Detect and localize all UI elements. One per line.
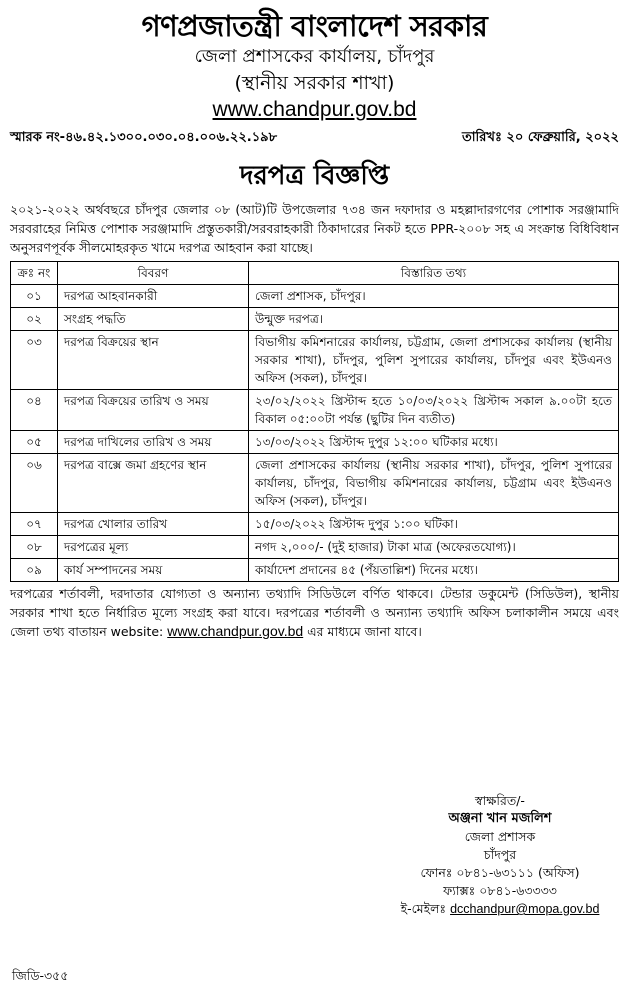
table-row: [11, 536, 619, 559]
memo-date: তারিখঃ ২০ ফেব্রুয়ারি, ২০২২: [462, 130, 619, 145]
signatory-designation: জেলা প্রশাসক: [464, 829, 536, 844]
row-serial: ০৪: [11, 390, 58, 431]
row-serial: ০৮: [11, 536, 58, 559]
email-line: [390, 900, 610, 918]
row-description: সংগ্রহ পদ্ধতি: [58, 308, 249, 331]
row-details: কার্যাদেশ প্রদানের ৪৫ (পঁয়তাল্লিশ) দিনের মধ্যে।: [249, 559, 619, 582]
memo-row: [10, 128, 619, 148]
row-description: দরপত্র আহবানকারী: [58, 285, 249, 308]
fax-number: ফ্যাক্সঃ ০৮৪১-৬৩৩৩৩: [443, 883, 557, 898]
row-details: উন্মুক্ত দরপত্র।: [249, 308, 619, 331]
row-description: দরপত্র খোলার তারিখ: [58, 513, 249, 536]
phone-number: ফোনঃ ০৮৪১-৬৩১১১ (অফিস): [420, 865, 580, 880]
signatory-location: চাঁদপুর: [483, 847, 517, 862]
signed-mark: স্বাক্ষরিত/-: [475, 793, 525, 808]
table-row: [11, 285, 619, 308]
row-details: জেলা প্রশাসকের কার্যালয় (স্থানীয় সরকার শাখা), চাঁদপুর, পুলিশ সুপারের কার্যালয়, চাঁদপুর, বিভাগীয় কমিশনারের কার্যালয়, চট্টগ্রাম এবং ইউএনও অফিস (সকল), চাঁদপুর।: [249, 454, 619, 513]
outro-text-end: এর মাধ্যমে জানা যাবে।: [303, 624, 422, 639]
outro-paragraph: [10, 584, 619, 641]
outro-website-link[interactable]: www.chandpur.gov.bd: [167, 623, 304, 639]
government-title: গণপ্রজাতন্ত্রী বাংলাদেশ সরকার: [141, 9, 488, 43]
table-row: [11, 308, 619, 331]
row-details: ১৩/০৩/২০২২ খ্রিস্টাব্দ দুপুর ১২:০০ ঘটিকার মধ্যে।: [249, 431, 619, 454]
row-serial: ০৭: [11, 513, 58, 536]
header-details: বিস্তারিত তথ্য: [249, 262, 619, 285]
notice-title: দরপত্র বিজ্ঞপ্তি: [239, 161, 390, 191]
row-details: ২৩/০২/২০২২ খ্রিস্টাব্দ হতে ১০/০৩/২০২২ খ্রিস্টাব্দ সকাল ৯.০০টা হতে বিকাল ০৫:০০টা পর্যন্ত (ছুটির দিন ব্যতীত): [249, 390, 619, 431]
email-label: ই-মেইলঃ: [400, 901, 451, 916]
intro-paragraph: ২০২১-২০২২ অর্থবছরে চাঁদপুর জেলার ০৮ (আট)টি উপজেলার ৭৩৪ জন দফাদার ও মহল্লাদারগণের পোশাক সরঞ্জামাদি সরবরাহের নিমিত্ত পোশাক সরঞ্জামাদি প্রস্তুতকারী/সরবরাহকারী ঠিকাদারের নিকট হতে PPR-২০০৮ সহ এ সংক্রান্ত বিধিবিধান অনুসরণপূর্বক সীলমোহরকৃত খামে দরপত্র আহবান করা যাচ্ছে।: [10, 202, 619, 255]
row-serial: ০২: [11, 308, 58, 331]
row-description: দরপত্র বাক্সে জমা গ্রহণের স্থান: [58, 454, 249, 513]
table-row: [11, 513, 619, 536]
row-description: দরপত্র বিক্রয়ের স্থান: [58, 331, 249, 390]
row-description: দরপত্র দাখিলের তারিখ ও সময়: [58, 431, 249, 454]
office-name: জেলা প্রশাসকের কার্যালয়, চাঁদপুর: [194, 46, 435, 67]
ad-code: জিডি-৩৫৫: [12, 968, 69, 983]
table-header-row: [11, 262, 619, 285]
row-description: দরপত্র বিক্রয়ের তারিখ ও সময়: [58, 390, 249, 431]
table-row: [11, 390, 619, 431]
row-description: কার্য সম্পাদনের সময়: [58, 559, 249, 582]
header-serial: ক্রঃ নং: [11, 262, 58, 285]
row-details: বিভাগীয় কমিশনারের কার্যালয়, চট্টগ্রাম, জেলা প্রশাসকের কার্যালয় (স্থানীয় সরকার শাখা), চাঁদপুর, পুলিশ সুপারের কার্যালয়, চাঁদপুর এবং ইউএনও অফিস (সকল), চাঁদপুর।: [249, 331, 619, 390]
signatory-name: অঞ্জনা খান মজলিশ: [448, 811, 552, 826]
website-link[interactable]: www.chandpur.gov.bd: [212, 98, 417, 121]
row-serial: ০৬: [11, 454, 58, 513]
memo-number: স্মারক নং-৪৬.৪২.১৩০০.০৩০.০৪.০০৬.২২.১৯৮: [10, 130, 278, 145]
row-serial: ০৩: [11, 331, 58, 390]
row-serial: ০৯: [11, 559, 58, 582]
table-row: [11, 454, 619, 513]
table-row: [11, 559, 619, 582]
signature-block: [390, 792, 610, 918]
row-details: নগদ ২,০০০/- (দুই হাজার) টাকা মাত্র (অফেরতযোগ্য)।: [249, 536, 619, 559]
branch-name: (স্থানীয় সরকার শাখা): [234, 72, 395, 94]
email-link[interactable]: dcchandpur@mopa.gov.bd: [450, 902, 600, 916]
outro-text: দরপত্রের শর্তাবলী, দরদাতার যোগ্যতা ও অন্যান্য তথ্যাদি সিডিউলে বর্ণিত থাকবে। টেন্ডার ডকুমেন্ট (সিডিউল), স্থানীয় সরকার শাখা হতে নির্ধারিত মূল্যে সংগ্রহ করা যাবে। দরপত্রের শর্তাবলী ও অন্যান্য তথ্যাদি অফিস চলাকালীন সময়ে এবং জেলা তথ্য বাতায়ন website:: [10, 586, 619, 639]
row-details: জেলা প্রশাসক, চাঁদপুর।: [249, 285, 619, 308]
header-description: বিবরণ: [58, 262, 249, 285]
row-serial: ০১: [11, 285, 58, 308]
row-serial: ০৫: [11, 431, 58, 454]
table-row: [11, 331, 619, 390]
tender-details-table: [10, 261, 619, 582]
row-details: ১৫/০৩/২০২২ খ্রিস্টাব্দ দুপুর ১:০০ ঘটিকা।: [249, 513, 619, 536]
row-description: দরপত্রের মূল্য: [58, 536, 249, 559]
table-row: [11, 431, 619, 454]
